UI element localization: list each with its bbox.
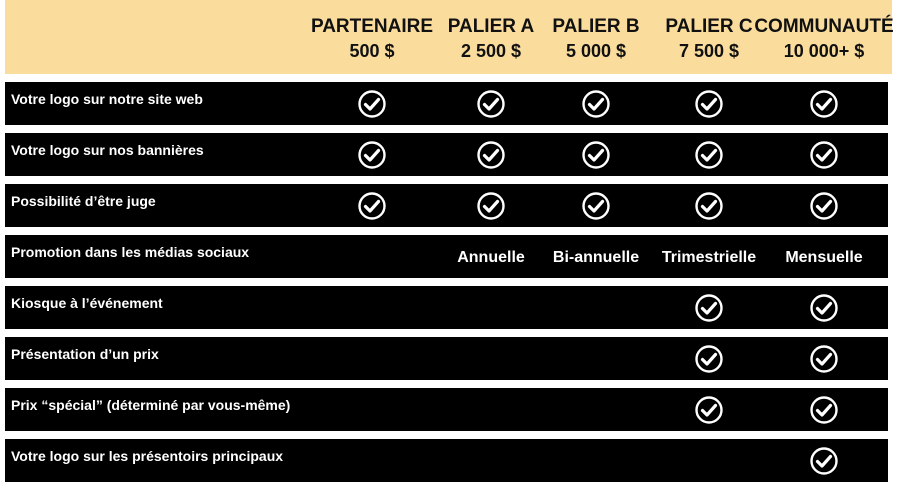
row-cell bbox=[809, 388, 839, 431]
check-circle-icon bbox=[581, 140, 611, 170]
tier-price: 7 500 $ bbox=[678, 41, 740, 61]
row-label: Votre logo sur notre site web bbox=[11, 91, 203, 107]
row-label: Présentation d’un prix bbox=[11, 346, 159, 362]
tier-name: PALIER C bbox=[665, 16, 753, 37]
check-circle-icon bbox=[809, 140, 839, 170]
cell-text: Bi-annuelle bbox=[552, 249, 640, 266]
row-cell bbox=[694, 388, 724, 431]
check-circle-icon bbox=[809, 293, 839, 323]
check-circle-icon bbox=[694, 395, 724, 425]
check-circle-icon bbox=[809, 191, 839, 221]
row-cell bbox=[581, 82, 611, 125]
row-label: Votre logo sur les présentoirs principaux bbox=[11, 448, 284, 464]
check-circle-icon bbox=[581, 89, 611, 119]
tier-price: 500 $ bbox=[349, 41, 395, 61]
row-cell bbox=[809, 439, 839, 482]
row-label: Votre logo sur nos bannières bbox=[11, 142, 204, 158]
check-circle-icon bbox=[694, 89, 724, 119]
table-row bbox=[5, 184, 888, 227]
check-circle-icon bbox=[694, 191, 724, 221]
row-cell bbox=[357, 133, 387, 176]
row-cell bbox=[694, 286, 724, 329]
table-row bbox=[5, 82, 888, 125]
row-cell bbox=[581, 133, 611, 176]
tier-name: PALIER B bbox=[552, 16, 640, 37]
tier-3 bbox=[552, 15, 639, 63]
row-cell bbox=[581, 184, 611, 227]
row-cell bbox=[457, 235, 525, 278]
cell-text: Annuelle bbox=[457, 249, 525, 266]
row-cell bbox=[694, 184, 724, 227]
check-circle-icon bbox=[694, 293, 724, 323]
row-cell bbox=[809, 82, 839, 125]
check-circle-icon bbox=[581, 191, 611, 221]
row-cell bbox=[694, 82, 724, 125]
table-row bbox=[5, 235, 888, 278]
row-label: Prix “spécial” (déterminé par vous-même) bbox=[11, 397, 291, 413]
row-cell bbox=[476, 184, 506, 227]
check-circle-icon bbox=[809, 89, 839, 119]
row-cell bbox=[357, 82, 387, 125]
row-cell bbox=[785, 235, 862, 278]
tier-2 bbox=[448, 15, 535, 63]
table-row bbox=[5, 337, 888, 380]
row-cell bbox=[809, 184, 839, 227]
check-circle-icon bbox=[694, 140, 724, 170]
table-row bbox=[5, 388, 888, 431]
tier-name: PALIER A bbox=[447, 16, 535, 37]
tier-price: 2 500 $ bbox=[460, 41, 522, 61]
row-cell bbox=[476, 82, 506, 125]
table-row bbox=[5, 133, 888, 176]
check-circle-icon bbox=[476, 191, 506, 221]
check-circle-icon bbox=[809, 344, 839, 374]
row-cell bbox=[809, 337, 839, 380]
tier-name: COMMUNAUTÉ bbox=[754, 16, 894, 37]
check-circle-icon bbox=[476, 140, 506, 170]
check-circle-icon bbox=[809, 395, 839, 425]
tier-name: PARTENAIRE bbox=[310, 16, 434, 37]
check-circle-icon bbox=[357, 89, 387, 119]
row-cell bbox=[357, 184, 387, 227]
check-circle-icon bbox=[357, 191, 387, 221]
tier-price: 5 000 $ bbox=[565, 41, 627, 61]
row-cell bbox=[662, 235, 756, 278]
row-label: Possibilité d’être juge bbox=[11, 193, 156, 209]
row-cell bbox=[694, 133, 724, 176]
tier-5 bbox=[754, 15, 893, 63]
tier-1 bbox=[311, 15, 433, 63]
cell-text: Trimestrielle bbox=[661, 249, 757, 266]
table-row bbox=[5, 439, 888, 482]
check-circle-icon bbox=[809, 446, 839, 476]
row-cell bbox=[553, 235, 639, 278]
cell-text: Mensuelle bbox=[785, 249, 863, 266]
row-cell bbox=[809, 133, 839, 176]
row-label: Kiosque à l’événement bbox=[11, 295, 163, 311]
check-circle-icon bbox=[357, 140, 387, 170]
row-label: Promotion dans les médias sociaux bbox=[11, 244, 250, 260]
tier-4 bbox=[665, 15, 752, 63]
row-cell bbox=[809, 286, 839, 329]
tier-price: 10 000+ $ bbox=[783, 41, 865, 61]
table-row bbox=[5, 286, 888, 329]
check-circle-icon bbox=[694, 344, 724, 374]
check-circle-icon bbox=[476, 89, 506, 119]
row-cell bbox=[476, 133, 506, 176]
row-cell bbox=[694, 337, 724, 380]
